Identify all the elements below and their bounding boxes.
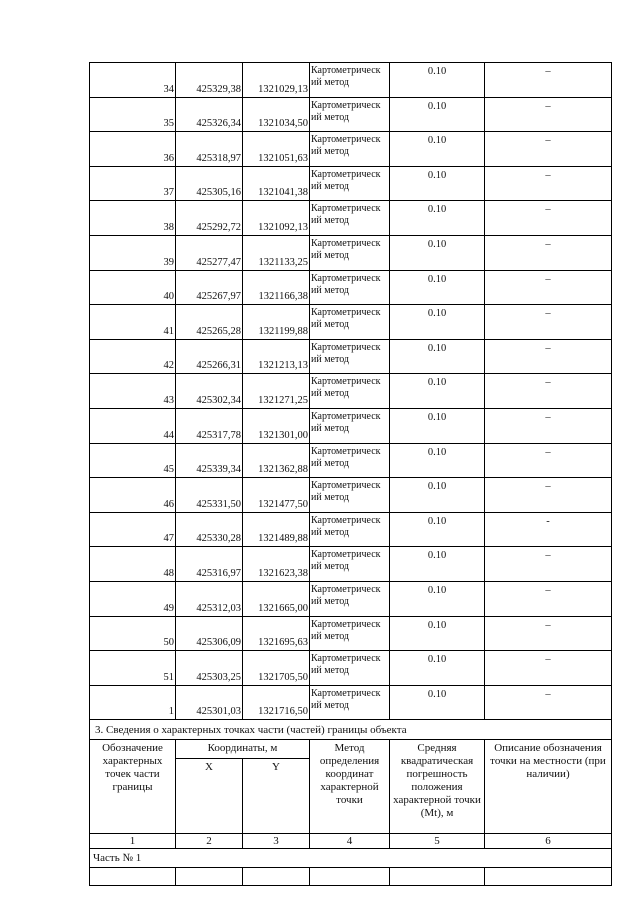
method-cell: Картометрическ ий метод: [310, 201, 390, 236]
table-row: [90, 408, 612, 443]
description-cell: –: [485, 339, 612, 374]
coord-x: 425331,50: [176, 478, 243, 513]
table-row: [90, 651, 612, 686]
point-number: 48: [90, 547, 176, 582]
description-cell: –: [485, 581, 612, 616]
method-cell: Картометрическ ий метод: [310, 443, 390, 478]
table-row: [90, 132, 612, 167]
header-precision: Средняя квадратическая погрешность положения характерной точки (Mt), м: [390, 740, 485, 834]
description-cell: –: [485, 685, 612, 720]
table-row: [90, 616, 612, 651]
coord-y: 1321034,50: [243, 97, 310, 132]
coord-x: 425303,25: [176, 651, 243, 686]
coord-y: 1321623,38: [243, 547, 310, 582]
part-label: Часть № 1: [90, 849, 612, 868]
empty-cell: [243, 868, 310, 886]
column-number: 5: [390, 834, 485, 849]
coord-y: 1321477,50: [243, 478, 310, 513]
coord-x: 425301,03: [176, 685, 243, 720]
precision-cell: 0.10: [390, 651, 485, 686]
header-designation: Обозначение характерных точек части границы: [90, 740, 176, 834]
precision-cell: 0.10: [390, 408, 485, 443]
coord-x: 425329,38: [176, 63, 243, 98]
method-cell: Картометрическ ий метод: [310, 651, 390, 686]
description-cell: –: [485, 408, 612, 443]
description-cell: –: [485, 305, 612, 340]
method-cell: Картометрическ ий метод: [310, 63, 390, 98]
coord-x: 425306,09: [176, 616, 243, 651]
method-cell: Картометрическ ий метод: [310, 166, 390, 201]
coord-x: 425267,97: [176, 270, 243, 305]
precision-cell: 0.10: [390, 270, 485, 305]
coord-x: 425318,97: [176, 132, 243, 167]
table-row: [90, 305, 612, 340]
description-cell: –: [485, 63, 612, 98]
column-number: 2: [176, 834, 243, 849]
description-cell: –: [485, 132, 612, 167]
coord-x: 425326,34: [176, 97, 243, 132]
point-number: 40: [90, 270, 176, 305]
coord-x: 425317,78: [176, 408, 243, 443]
coord-y: 1321489,88: [243, 512, 310, 547]
table-row: [90, 339, 612, 374]
coordinates-table: [89, 62, 612, 886]
column-number: 3: [243, 834, 310, 849]
header-method: Метод определения координат характерной точки: [310, 740, 390, 834]
point-number: 50: [90, 616, 176, 651]
coord-x: 425292,72: [176, 201, 243, 236]
precision-cell: 0.10: [390, 512, 485, 547]
column-number: 6: [485, 834, 612, 849]
section-3-title: 3. Сведения о характерных точках части (частей) границы объекта: [90, 720, 612, 740]
coord-x: 425277,47: [176, 235, 243, 270]
description-cell: -: [485, 512, 612, 547]
precision-cell: 0.10: [390, 616, 485, 651]
empty-cell: [485, 868, 612, 886]
method-cell: Картометрическ ий метод: [310, 132, 390, 167]
coord-y: 1321716,50: [243, 685, 310, 720]
coord-x: 425316,97: [176, 547, 243, 582]
point-number: 34: [90, 63, 176, 98]
coord-y: 1321362,88: [243, 443, 310, 478]
coord-x: 425330,28: [176, 512, 243, 547]
method-cell: Картометрическ ий метод: [310, 685, 390, 720]
point-number: 45: [90, 443, 176, 478]
method-cell: Картометрическ ий метод: [310, 581, 390, 616]
point-number: 51: [90, 651, 176, 686]
table-row: [90, 512, 612, 547]
method-cell: Картометрическ ий метод: [310, 305, 390, 340]
coord-y: 1321271,25: [243, 374, 310, 409]
empty-cell: [90, 868, 176, 886]
table-row: [90, 270, 612, 305]
point-number: 35: [90, 97, 176, 132]
precision-cell: 0.10: [390, 685, 485, 720]
precision-cell: 0.10: [390, 97, 485, 132]
coord-y: 1321665,00: [243, 581, 310, 616]
coord-y: 1321199,88: [243, 305, 310, 340]
coord-x: 425305,16: [176, 166, 243, 201]
method-cell: Картометрическ ий метод: [310, 547, 390, 582]
point-number: 1: [90, 685, 176, 720]
coord-y: 1321705,50: [243, 651, 310, 686]
description-cell: –: [485, 443, 612, 478]
point-number: 49: [90, 581, 176, 616]
precision-cell: 0.10: [390, 339, 485, 374]
point-number: 38: [90, 201, 176, 236]
description-cell: –: [485, 651, 612, 686]
precision-cell: 0.10: [390, 305, 485, 340]
empty-cell: [390, 868, 485, 886]
coord-y: 1321029,13: [243, 63, 310, 98]
method-cell: Картометрическ ий метод: [310, 374, 390, 409]
description-cell: –: [485, 374, 612, 409]
precision-cell: 0.10: [390, 201, 485, 236]
header-x: X: [176, 759, 243, 834]
precision-cell: 0.10: [390, 132, 485, 167]
precision-cell: 0.10: [390, 478, 485, 513]
coord-y: 1321092,13: [243, 201, 310, 236]
method-cell: Картометрическ ий метод: [310, 270, 390, 305]
table-row: [90, 581, 612, 616]
coord-x: 425302,34: [176, 374, 243, 409]
point-number: 36: [90, 132, 176, 167]
column-number: 4: [310, 834, 390, 849]
method-cell: Картометрическ ий метод: [310, 97, 390, 132]
point-number: 41: [90, 305, 176, 340]
precision-cell: 0.10: [390, 166, 485, 201]
point-number: 43: [90, 374, 176, 409]
coord-y: 1321213,13: [243, 339, 310, 374]
description-cell: –: [485, 547, 612, 582]
point-number: 47: [90, 512, 176, 547]
table-row: [90, 374, 612, 409]
description-cell: –: [485, 97, 612, 132]
precision-cell: 0.10: [390, 63, 485, 98]
table-row: [90, 443, 612, 478]
point-number: 37: [90, 166, 176, 201]
empty-cell: [176, 868, 243, 886]
table-row: [90, 685, 612, 720]
method-cell: Картометрическ ий метод: [310, 339, 390, 374]
description-cell: –: [485, 201, 612, 236]
precision-cell: 0.10: [390, 547, 485, 582]
coord-x: 425312,03: [176, 581, 243, 616]
column-number: 1: [90, 834, 176, 849]
coord-x: 425339,34: [176, 443, 243, 478]
precision-cell: 0.10: [390, 374, 485, 409]
table-row: [90, 63, 612, 98]
description-cell: –: [485, 270, 612, 305]
description-cell: –: [485, 616, 612, 651]
point-number: 39: [90, 235, 176, 270]
table-row: [90, 166, 612, 201]
method-cell: Картометрическ ий метод: [310, 235, 390, 270]
table-row: [90, 547, 612, 582]
method-cell: Картометрическ ий метод: [310, 616, 390, 651]
coord-y: 1321041,38: [243, 166, 310, 201]
header-description: Описание обозначения точки на местности (при наличии): [485, 740, 612, 834]
header-y: Y: [243, 759, 310, 834]
precision-cell: 0.10: [390, 235, 485, 270]
method-cell: Картометрическ ий метод: [310, 408, 390, 443]
coord-y: 1321133,25: [243, 235, 310, 270]
method-cell: Картометрическ ий метод: [310, 478, 390, 513]
point-number: 44: [90, 408, 176, 443]
precision-cell: 0.10: [390, 443, 485, 478]
point-number: 42: [90, 339, 176, 374]
empty-cell: [310, 868, 390, 886]
coord-x: 425265,28: [176, 305, 243, 340]
coord-y: 1321051,63: [243, 132, 310, 167]
description-cell: –: [485, 235, 612, 270]
table-row: [90, 235, 612, 270]
table-row: [90, 97, 612, 132]
table-row: [90, 478, 612, 513]
description-cell: –: [485, 166, 612, 201]
description-cell: –: [485, 478, 612, 513]
coord-x: 425266,31: [176, 339, 243, 374]
method-cell: Картометрическ ий метод: [310, 512, 390, 547]
header-coordinates: Координаты, м: [176, 740, 310, 759]
table-row: [90, 201, 612, 236]
point-number: 46: [90, 478, 176, 513]
coord-y: 1321166,38: [243, 270, 310, 305]
precision-cell: 0.10: [390, 581, 485, 616]
coord-y: 1321301,00: [243, 408, 310, 443]
coord-y: 1321695,63: [243, 616, 310, 651]
